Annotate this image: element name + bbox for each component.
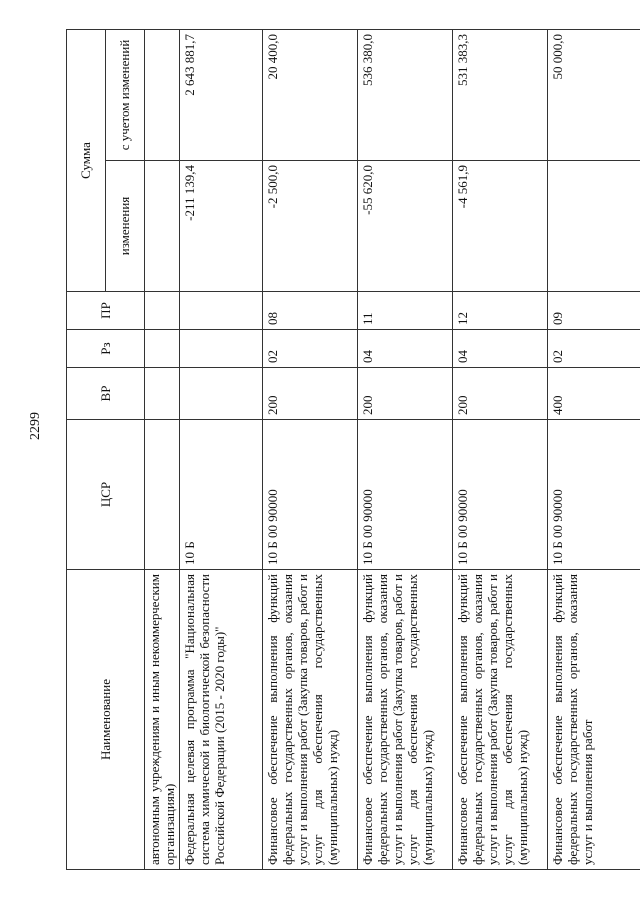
row-csr: 10 Б 00 90000 bbox=[548, 420, 640, 570]
header-sum: Сумма bbox=[67, 30, 106, 292]
row-pr: 08 bbox=[263, 292, 358, 330]
row-csr: 10 Б 00 90000 bbox=[263, 420, 358, 570]
header-rz: Рз bbox=[67, 330, 145, 368]
header-csr: ЦСР bbox=[67, 420, 145, 570]
row-total: 2 643 881,7 bbox=[180, 30, 263, 161]
row-name: автономным учреждениям и иным некоммерческим организациям) bbox=[145, 570, 180, 870]
header-name: Наименование bbox=[67, 570, 145, 870]
header-pr: ПР bbox=[67, 292, 145, 330]
row-rz: 02 bbox=[548, 330, 640, 368]
row-change: -4 561,9 bbox=[453, 161, 548, 292]
header-changes: изменения bbox=[106, 161, 145, 292]
row-csr: 10 Б bbox=[180, 420, 263, 570]
row-name: Финансовое обеспечение выполнения функций федеральных государственных органов, оказания услуг и выполнения работ bbox=[548, 570, 640, 870]
table-row bbox=[145, 30, 180, 870]
row-vr bbox=[180, 368, 263, 420]
row-change bbox=[145, 161, 180, 292]
row-rz: 04 bbox=[453, 330, 548, 368]
table-row bbox=[263, 30, 358, 870]
row-pr: 09 bbox=[548, 292, 640, 330]
row-total bbox=[145, 30, 180, 161]
row-change: -55 620,0 bbox=[358, 161, 453, 292]
budget-table bbox=[66, 29, 640, 870]
row-change: -211 139,4 bbox=[180, 161, 263, 292]
row-pr: 12 bbox=[453, 292, 548, 330]
row-name: Финансовое обеспечение выполнения функций федеральных государственных органов, оказания услуг и выполнения работ (Закупка товаров, работ и услуг для обеспечения государственных (муниципальных) нужд) bbox=[358, 570, 453, 870]
table-row bbox=[180, 30, 263, 870]
row-pr bbox=[145, 292, 180, 330]
row-rz bbox=[145, 330, 180, 368]
page-number: 2299 bbox=[28, 412, 43, 440]
row-name: Финансовое обеспечение выполнения функций федеральных государственных органов, оказания услуг и выполнения работ (Закупка товаров, работ и услуг для обеспечения государственных (муниципальных) нужд) bbox=[263, 570, 358, 870]
row-change: -2 500,0 bbox=[263, 161, 358, 292]
row-csr bbox=[145, 420, 180, 570]
row-vr: 200 bbox=[263, 368, 358, 420]
row-change bbox=[548, 161, 640, 292]
table-row bbox=[548, 30, 640, 870]
row-name: Федеральная целевая программа "Национальная система химической и биологической безопасности Российской Федерации (2015 - 2020 годы)" bbox=[180, 570, 263, 870]
row-vr: 400 bbox=[548, 368, 640, 420]
row-pr: 11 bbox=[358, 292, 453, 330]
row-vr: 200 bbox=[358, 368, 453, 420]
table-row bbox=[358, 30, 453, 870]
row-vr: 200 bbox=[453, 368, 548, 420]
row-rz: 02 bbox=[263, 330, 358, 368]
row-pr bbox=[180, 292, 263, 330]
header-with-changes: с учетом изменений bbox=[106, 30, 145, 161]
row-total: 20 400,0 bbox=[263, 30, 358, 161]
row-name: Финансовое обеспечение выполнения функций федеральных государственных органов, оказания услуг и выполнения работ (Закупка товаров, работ и услуг для обеспечения государственных (муниципальных) нужд) bbox=[453, 570, 548, 870]
row-total: 531 383,3 bbox=[453, 30, 548, 161]
row-rz: 04 bbox=[358, 330, 453, 368]
row-total: 536 380,0 bbox=[358, 30, 453, 161]
row-csr: 10 Б 00 90000 bbox=[358, 420, 453, 570]
header-vr: ВР bbox=[67, 368, 145, 420]
row-total: 50 000,0 bbox=[548, 30, 640, 161]
row-rz bbox=[180, 330, 263, 368]
table-row bbox=[453, 30, 548, 870]
row-vr bbox=[145, 368, 180, 420]
row-csr: 10 Б 00 90000 bbox=[453, 420, 548, 570]
